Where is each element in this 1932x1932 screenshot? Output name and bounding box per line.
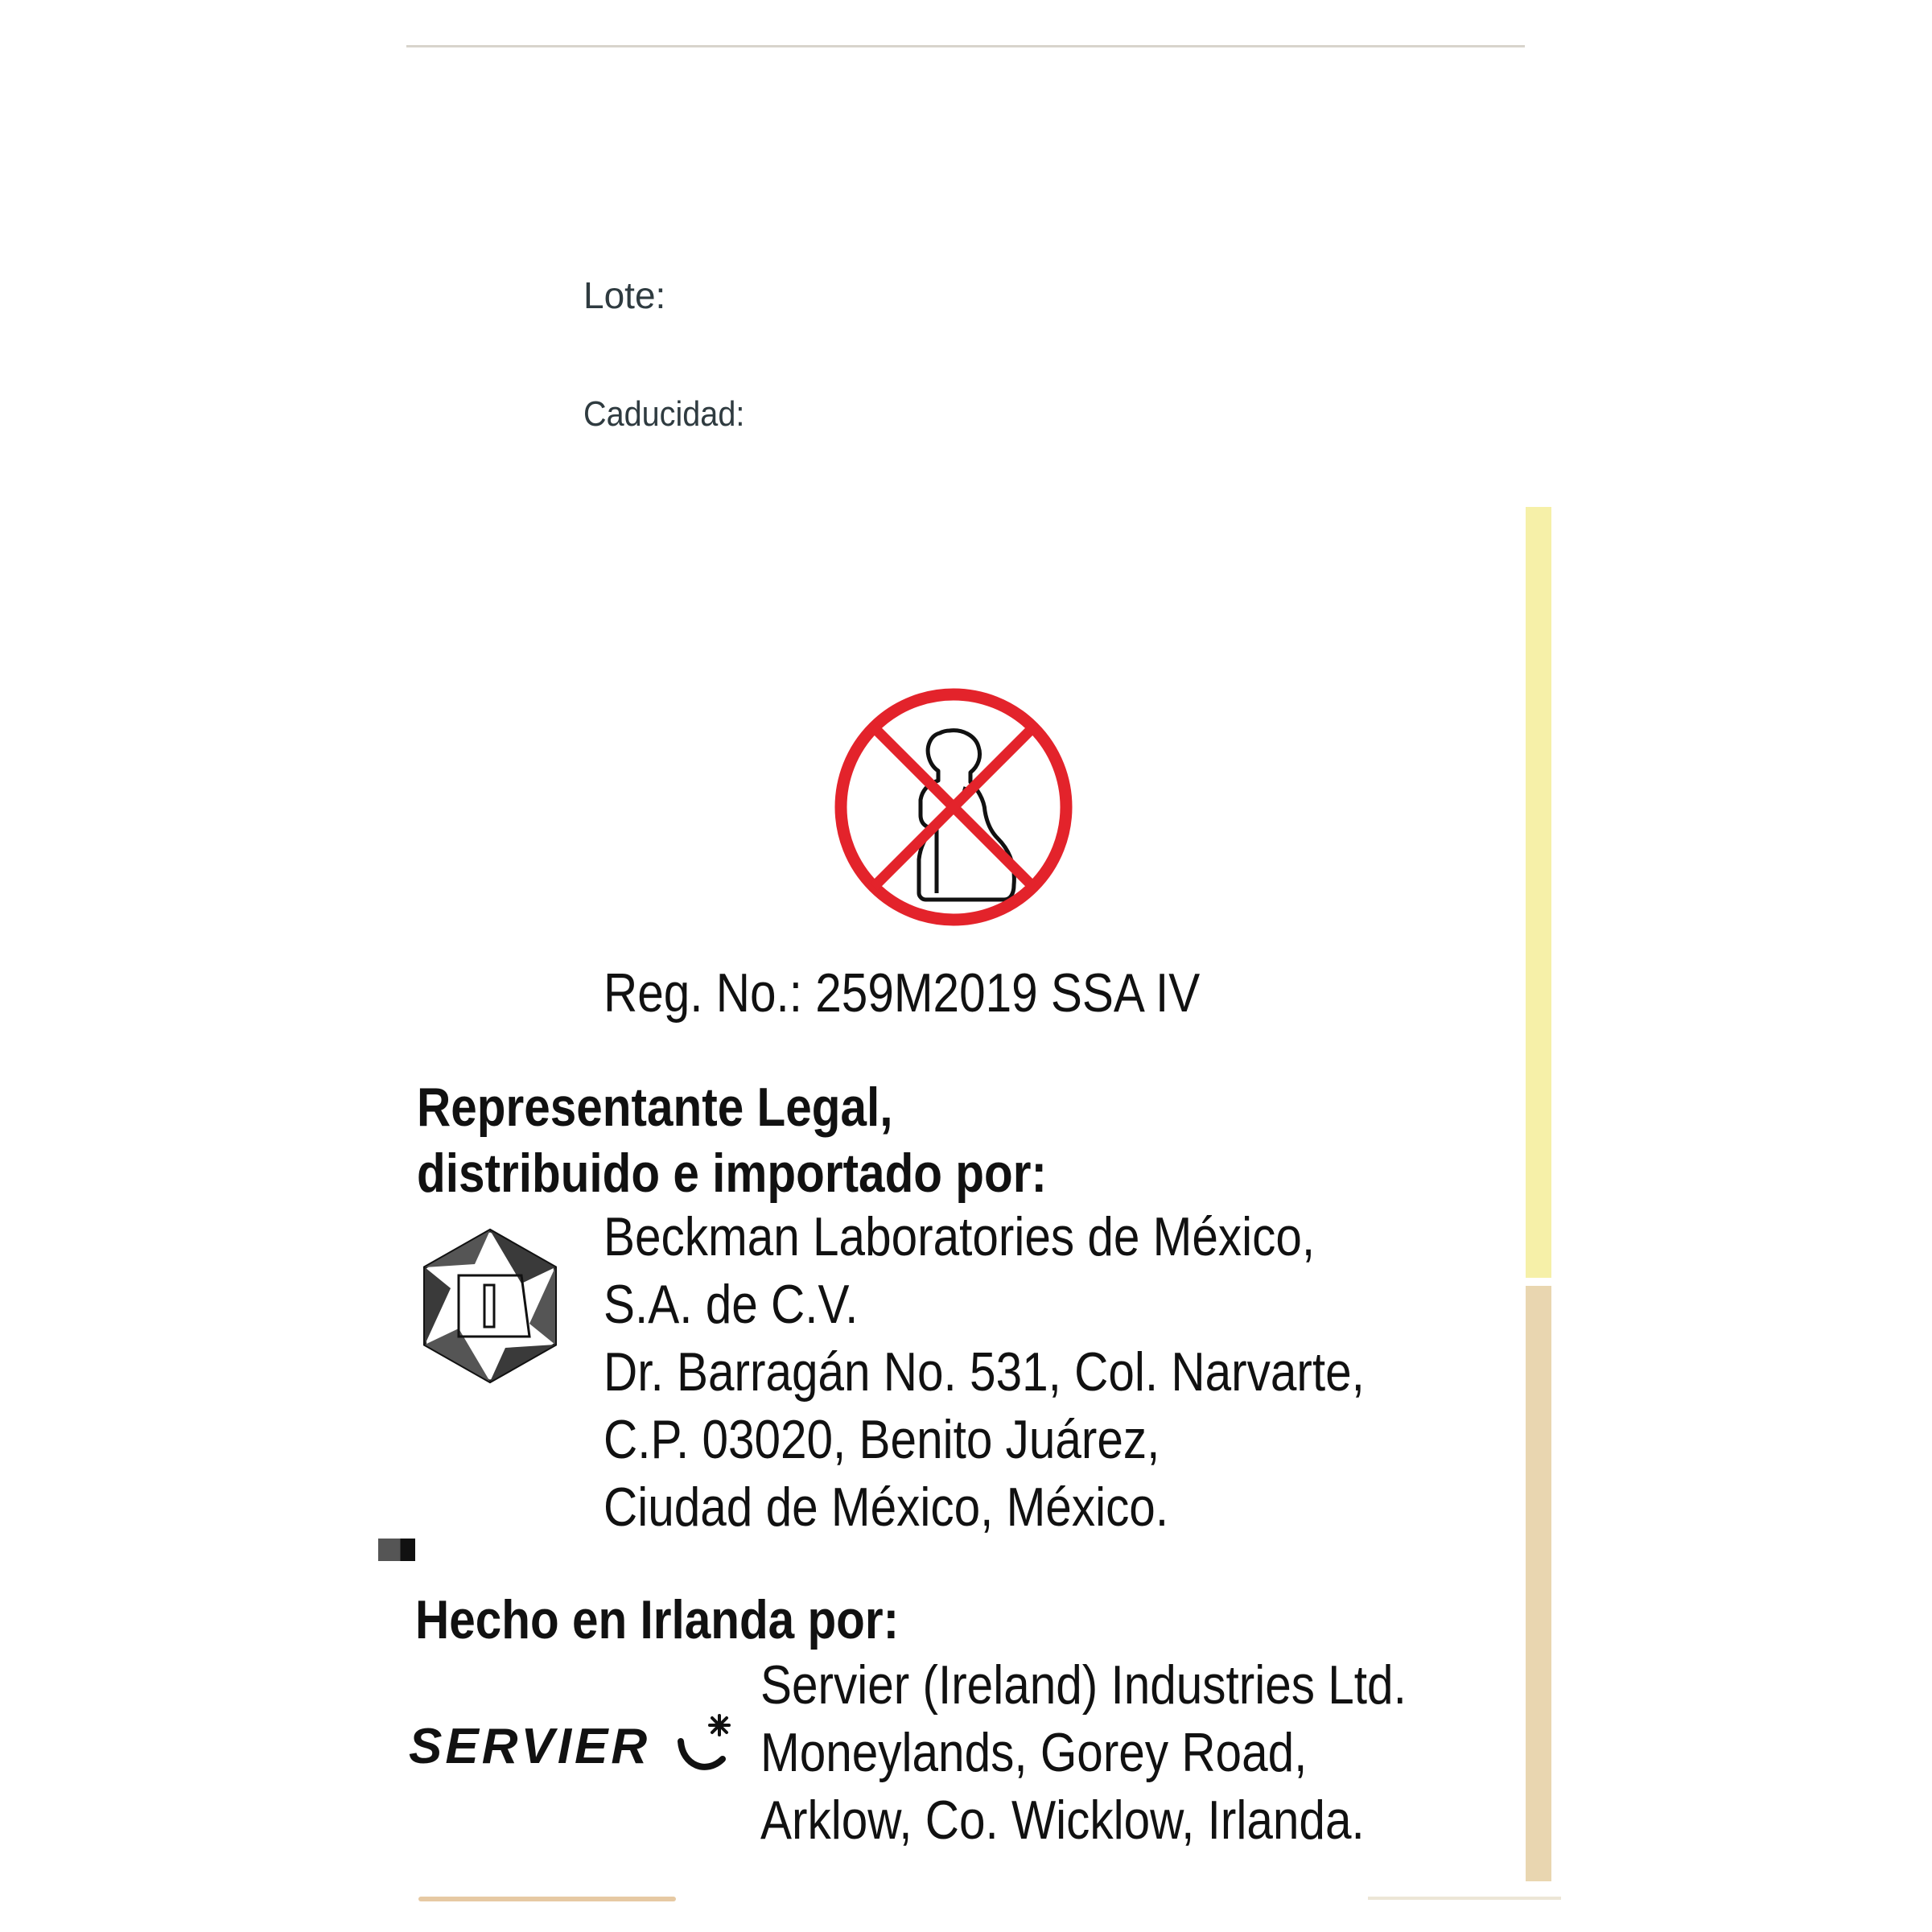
lot-label: Lote: — [583, 274, 666, 316]
manufacturer-line: Arklow, Co. Wicklow, Irlanda. — [760, 1790, 1365, 1851]
beckman-hexagon-logo — [417, 1227, 563, 1385]
side-edge-gap — [1526, 1278, 1551, 1286]
distributor-heading-line1: Representante Legal, — [417, 1077, 893, 1138]
top-edge-rule — [406, 45, 1525, 47]
bottom-edge-rule — [418, 1897, 676, 1901]
bottom-edge-rule-right — [1368, 1897, 1561, 1900]
distributor-line: Dr. Barragán No. 531, Col. Narvarte, — [603, 1341, 1365, 1403]
distributor-line: Ciudad de México, México. — [603, 1477, 1169, 1538]
registration-number: Reg. No.: 259M2019 SSA IV — [603, 962, 1201, 1024]
distributor-line: S.A. de C.V. — [603, 1274, 859, 1335]
no-pregnancy-icon — [829, 682, 1078, 932]
distributor-heading-line2: distribuido e importado por: — [417, 1143, 1047, 1204]
distributor-line: Beckman Laboratories de México, — [603, 1206, 1316, 1267]
manufacturer-heading: Hecho en Irlanda por: — [415, 1589, 900, 1650]
manufacturer-line: Moneylands, Gorey Road, — [760, 1722, 1308, 1783]
manufacturer-address-block — [760, 1651, 1407, 1854]
servier-star-smile-icon — [674, 1712, 739, 1785]
servier-logo — [409, 1718, 650, 1775]
manufacturer-line: Servier (Ireland) Industries Ltd. — [760, 1654, 1407, 1716]
side-edge-tan — [1526, 1286, 1551, 1881]
servier-logo-text: SERVIER — [409, 1719, 651, 1774]
distributor-address-block — [603, 1203, 1365, 1541]
side-edge-yellow — [1526, 507, 1551, 1279]
expiry-label: Caducidad: — [583, 394, 745, 434]
distributor-line: C.P. 03020, Benito Juárez, — [603, 1409, 1160, 1470]
print-register-mark — [378, 1539, 415, 1561]
